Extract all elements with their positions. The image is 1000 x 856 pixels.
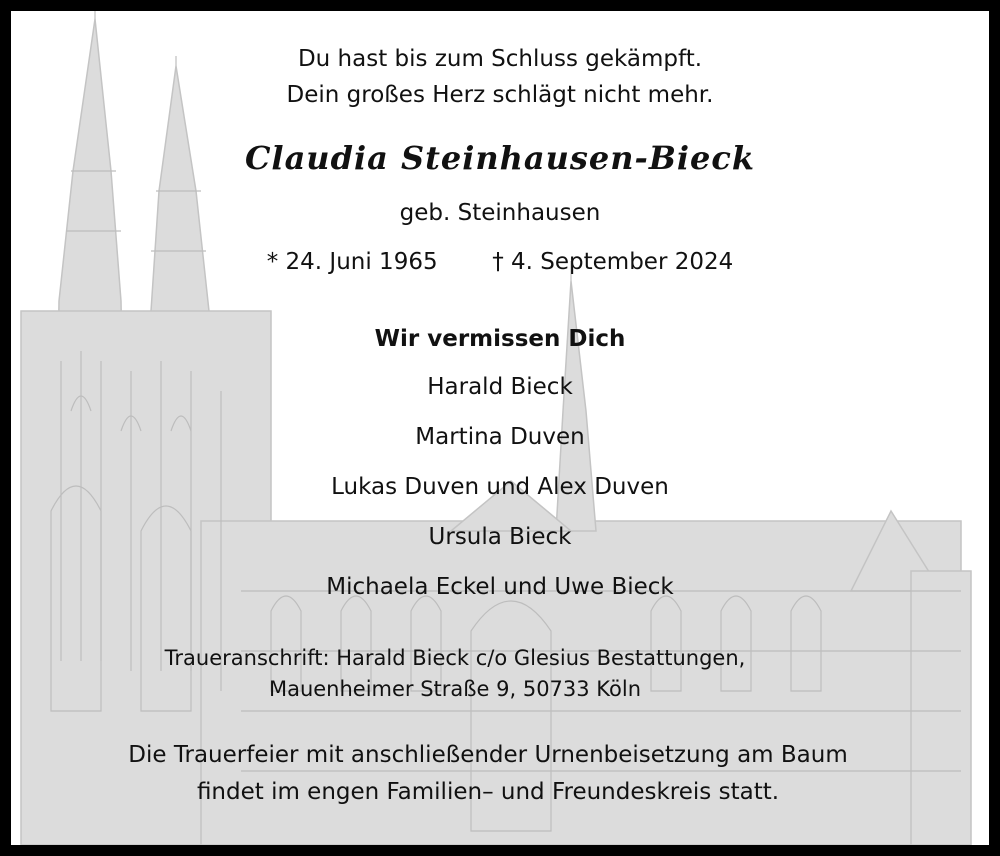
- address-line-2: Mauenheimer Straße 9, 50733 Köln: [268, 677, 642, 701]
- mourner-line: Lukas Duven und Alex Duven: [331, 474, 669, 500]
- verse-line-2: Dein großes Herz schlägt nicht mehr.: [286, 82, 714, 108]
- verse-line-1: Du hast bis zum Schluss gekämpft.: [297, 46, 703, 72]
- mourner-line: Michaela Eckel und Uwe Bieck: [326, 574, 674, 600]
- mourner-line: Harald Bieck: [427, 374, 573, 400]
- deceased-name: Claudia Steinhausen-Bieck: [244, 139, 756, 177]
- life-dates: [11, 249, 989, 275]
- maiden-name: geb. Steinhausen: [399, 200, 601, 226]
- ceremony-line-1: Die Trauerfeier mit anschließender Urnenbeisetzung am Baum: [128, 742, 848, 768]
- address-line-1: Traueranschrift: Harald Bieck c/o Glesius Bestattungen,: [164, 646, 746, 670]
- ceremony-line-2: findet im engen Familien– und Freundeskreis statt.: [196, 779, 780, 805]
- mourners-heading: Wir vermissen Dich: [374, 326, 626, 352]
- mourner-line: Martina Duven: [415, 424, 585, 450]
- birth-date: * 24. Juni 1965: [266, 249, 438, 275]
- mourner-line: Ursula Bieck: [428, 524, 572, 550]
- death-date: † 4. September 2024: [492, 249, 734, 275]
